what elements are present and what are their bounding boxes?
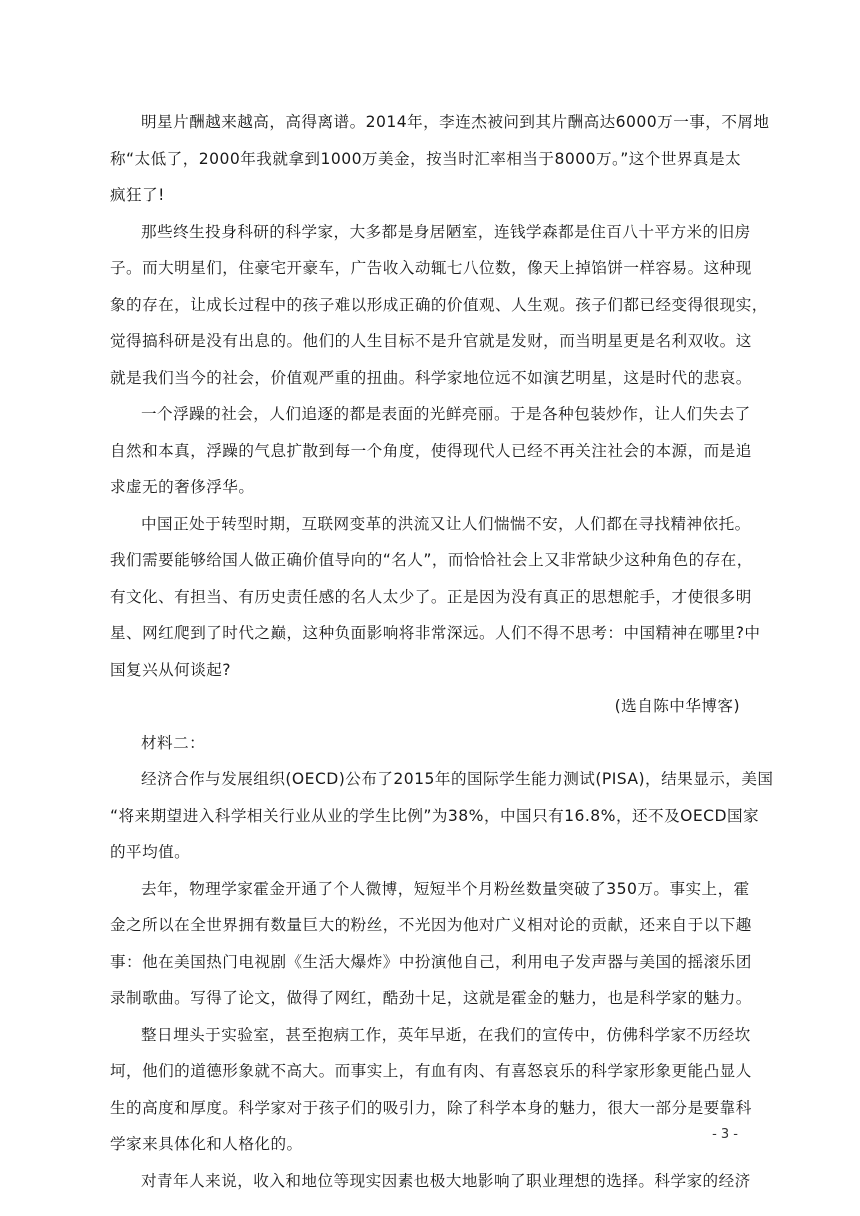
- text-line: 一个浮躁的社会，人们追逐的都是表面的光鲜亮丽。于是各种包装炒作，让人们失去了: [141, 405, 751, 423]
- text-line: 自然和本真，浮躁的气息扩散到每一个角度，使得现代人已经不再关注社会的本源，而是追: [110, 441, 752, 460]
- source-citation: (选自陈中华博客): [614, 697, 740, 715]
- document-body: [110, 104, 774, 1199]
- text-line: 材料二：: [141, 733, 206, 752]
- text-line: 疯狂了!: [110, 186, 165, 204]
- text-line: 中国正处于转型时期，互联网变革的洪流又让人们惴惴不安，人们都在寻找精神依托。: [141, 514, 751, 533]
- text-line: 求虚无的奢侈浮华。: [110, 478, 255, 496]
- text-line: 经济合作与发展组织(OECD)公布了2015年的国际学生能力测试(PISA)，结果显示，美国: [141, 770, 774, 788]
- text-line: 学家来具体化和人格化的。: [110, 1135, 303, 1153]
- text-line: 就是我们当今的社会，价值观严重的扭曲。科学家地位远不如演艺明星，这是时代的悲哀。: [110, 368, 752, 387]
- text-line: 录制歌曲。写得了论文，做得了网红，酷劲十足，这就是霍金的魅力，也是科学家的魅力。: [110, 989, 752, 1007]
- text-line: 星、网红爬到了时代之巅，这种负面影响将非常深远。人们不得不思考：中国精神在哪里?中: [110, 624, 761, 642]
- text-line: 的平均值。: [110, 843, 191, 861]
- page-number: - 3 -: [712, 1127, 738, 1142]
- text-line: 我们需要能够给国人做正确价值导向的“名人”，而恰恰社会上又非常缺少这种角色的存在，: [110, 551, 753, 569]
- text-line: 明星片酬越来越高，高得离谱。2014年，李连杰被问到其片酬高达6000万一事，不屑地: [141, 113, 770, 131]
- text-line: 事：他在美国热门电视剧《生活大爆炸》中扮演他自己，利用电子发声器与美国的摇滚乐团: [110, 952, 752, 971]
- text-line: 金之所以在全世界拥有数量巨大的粉丝，不光因为他对广义相对论的贡献，还来自于以下趣: [110, 916, 752, 934]
- text-line: 那些终生投身科研的科学家，大多都是身居陋室，连钱学森都是住百八十平方米的旧房: [141, 222, 751, 241]
- text-line: 国复兴从何谈起?: [110, 660, 232, 679]
- text-line: 去年，物理学家霍金开通了个人微博，短短半个月粉丝数量突破了350万。事实上，霍: [141, 879, 750, 898]
- text-line: 子。而大明星们，住豪宅开豪车，广告收入动辄七八位数，像天上掉馅饼一样容易。这种现: [110, 259, 752, 277]
- text-line: 生的高度和厚度。科学家对于孩子们的吸引力，除了科学本身的魅力，很大一部分是要靠科: [110, 1098, 752, 1117]
- text-line: 觉得搞科研是没有出息的。他们的人生目标不是升官就是发财，而当明星更是名利双收。这: [110, 332, 752, 350]
- text-line: 称“太低了，2000年我就拿到1000万美金，按当时汇率相当于8000万。”这个世界真是太: [110, 149, 742, 168]
- text-line: “将来期望进入科学相关行业从业的学生比例”为38%，中国只有16.8%，还不及OECD国家: [110, 806, 760, 825]
- text-line: 有文化、有担当、有历史责任感的名人太少了。正是因为没有真正的思想舵手，才使很多明: [110, 587, 752, 606]
- text-line: 象的存在，让成长过程中的孩子难以形成正确的价值观、人生观。孩子们都已经变得很现实，: [110, 295, 768, 314]
- text-line: 整日埋头于实验室，甚至抱病工作，英年早逝，在我们的宣传中，仿佛科学家不历经坎: [141, 1025, 751, 1044]
- text-line: 对青年人来说，收入和地位等现实因素也极大地影响了职业理想的选择。科学家的经济: [141, 1171, 751, 1190]
- text-line: 坷，他们的道德形象就不高大。而事实上，有血有肉、有喜怒哀乐的科学家形象更能凸显人: [110, 1062, 752, 1080]
